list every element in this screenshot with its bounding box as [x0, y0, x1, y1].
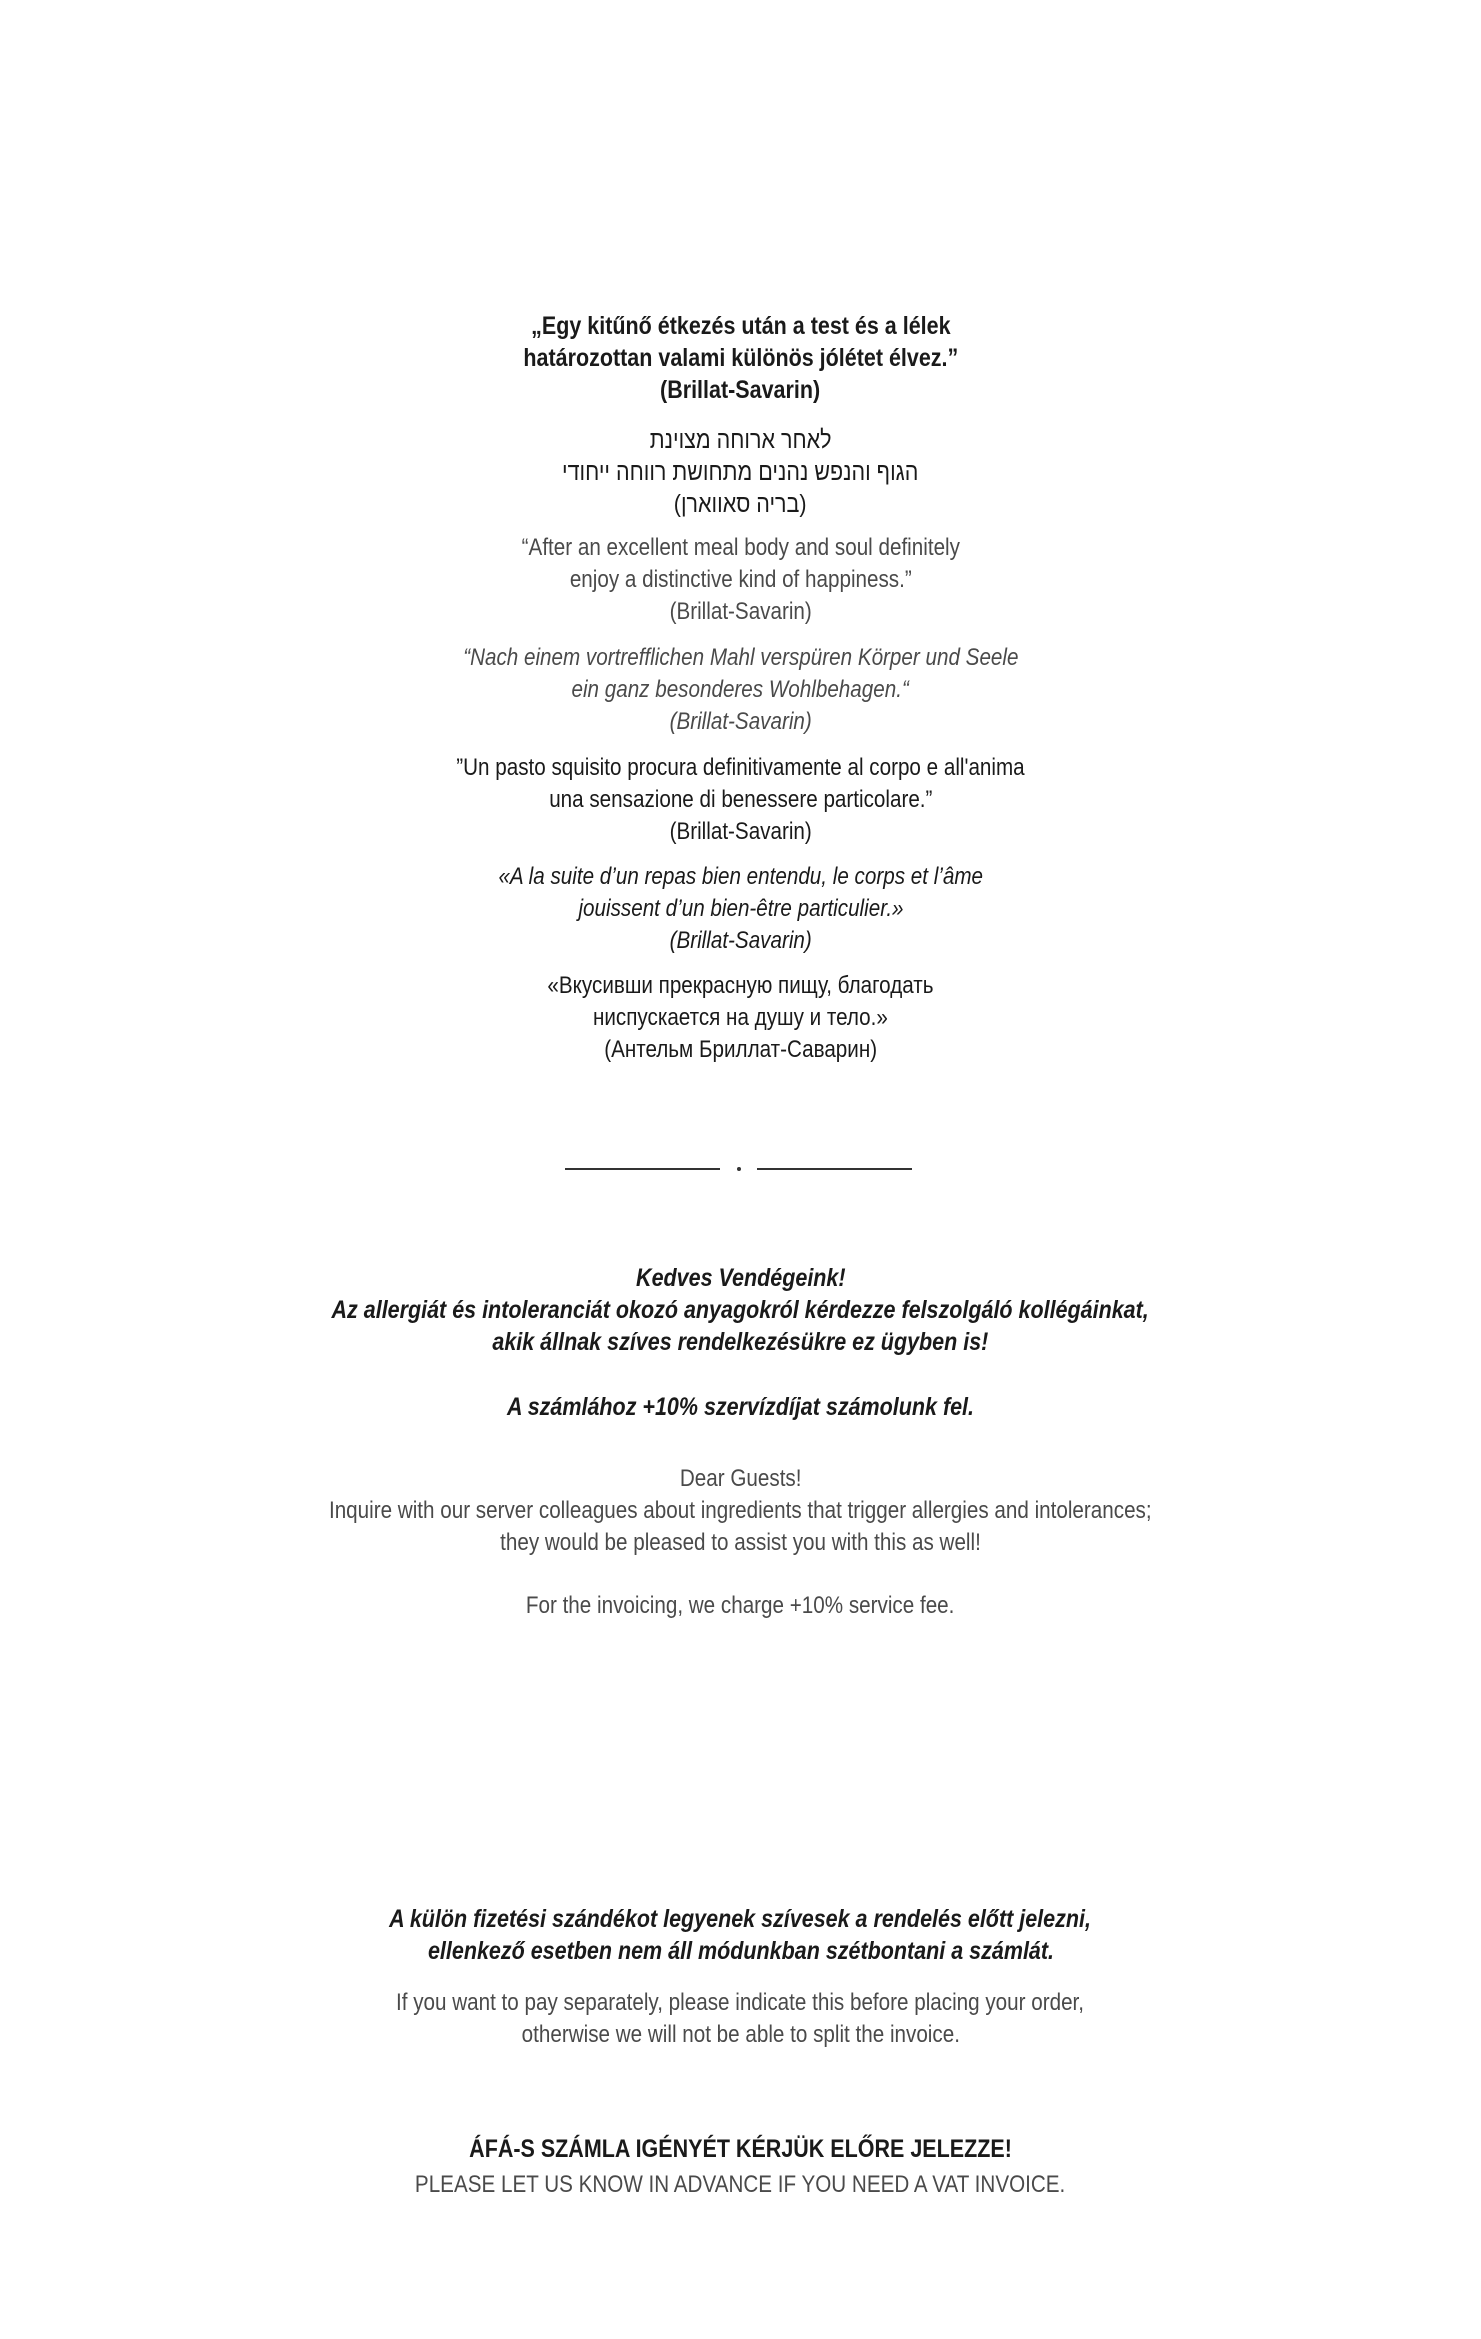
notice-en-line-1: Inquire with our server colleagues about ingredients that trigger allergies and intolerances;	[329, 1497, 1152, 1524]
quote-de-line-1: “Nach einem vortrefflichen Mahl verspüren Körper und Seele	[462, 644, 1019, 671]
vat-invoice-en: PLEASE LET US KNOW IN ADVANCE IF YOU NEED A VAT INVOICE.	[415, 2171, 1066, 2198]
quote-he-line-2: הגוף והנפש נהנים מתחושת רווחה ייחודי	[562, 458, 919, 486]
quote-hu-line-2: határozottan valami különös jólétet élvez.”	[523, 344, 958, 372]
separate-payment-english	[0, 1987, 1481, 2051]
notice-hu-line-2: akik állnak szíves rendelkezésükre ez ügyben is!	[492, 1328, 989, 1356]
notice-hu-service-fee: A számlához +10% szervízdíjat számolunk fel.	[506, 1393, 975, 1421]
quote-de-line-2: ein ganz besonderes Wohlbehagen.“	[571, 676, 910, 703]
notice-hu-service-fee-block	[0, 1391, 1481, 1423]
quote-hebrew	[0, 424, 1481, 520]
section-divider	[0, 1159, 1481, 1179]
notice-hungarian	[0, 1262, 1481, 1358]
quote-ru-author: (Антельм Бриллат-Саварин)	[604, 1036, 877, 1063]
quote-en-line-1: “After an excellent meal body and soul definitely	[521, 534, 960, 561]
quote-en-line-2: enjoy a distinctive kind of happiness.”	[569, 566, 912, 593]
quote-he-line-1: לאחר ארוחה מצוינת	[649, 426, 832, 454]
quote-de-author: (Brillat-Savarin)	[669, 708, 812, 735]
quote-italian	[0, 752, 1481, 848]
divider-dot	[737, 1167, 741, 1171]
quote-en-author: (Brillat-Savarin)	[669, 598, 812, 625]
quote-german	[0, 642, 1481, 738]
quote-english	[0, 532, 1481, 628]
divider-line-right	[757, 1168, 912, 1170]
quote-it-line-2: una sensazione di benessere particolare.”	[548, 786, 933, 813]
quote-it-line-1: ”Un pasto squisito procura definitivamente al corpo e all'anima	[456, 754, 1025, 781]
quote-fr-line-1: «A la suite d’un repas bien entendu, le corps et l’âme	[498, 863, 983, 890]
quote-french	[0, 861, 1481, 957]
quote-hungarian	[0, 310, 1481, 406]
quote-russian	[0, 970, 1481, 1066]
notice-english	[0, 1463, 1481, 1559]
divider-line-left	[565, 1168, 720, 1170]
separate-payment-en-line-1: If you want to pay separately, please indicate this before placing your order,	[396, 1989, 1085, 2016]
separate-payment-en-line-2: otherwise we will not be able to split the invoice.	[521, 2021, 960, 2048]
vat-invoice-hungarian	[0, 2133, 1481, 2165]
quote-it-author: (Brillat-Savarin)	[669, 818, 812, 845]
quote-fr-line-2: jouissent d’un bien-être particulier.»	[577, 895, 904, 922]
separate-payment-hungarian	[0, 1903, 1481, 1967]
notice-en-service-fee: For the invoicing, we charge +10% service fee.	[526, 1592, 955, 1619]
separate-payment-hu-line-2: ellenkező esetben nem áll módunkban szétbontani a számlát.	[427, 1937, 1054, 1965]
quote-hu-author: (Brillat-Savarin)	[660, 376, 821, 404]
notice-hu-line-1: Az allergiát és intoleranciát okozó anyagokról kérdezze felszolgáló kollégáinkat,	[331, 1296, 1150, 1324]
notice-en-line-2: they would be pleased to assist you with this as well!	[500, 1529, 981, 1556]
quote-fr-author: (Brillat-Savarin)	[669, 927, 812, 954]
separate-payment-hu-line-1: A külön fizetési szándékot legyenek szívesek a rendelés előtt jelezni,	[389, 1905, 1092, 1933]
notice-hu-greeting: Kedves Vendégeink!	[635, 1264, 846, 1292]
notice-en-service-fee-block	[0, 1590, 1481, 1622]
quote-he-author: (בריה סאווארן)	[674, 490, 807, 518]
quote-ru-line-2: ниспускается на душу и тело.»	[593, 1004, 888, 1031]
quote-ru-line-1: «Вкусивши прекрасную пищу, благодать	[547, 972, 934, 999]
vat-invoice-english	[0, 2169, 1481, 2201]
quote-hu-line-1: „Egy kitűnő étkezés után a test és a lélek	[530, 312, 951, 340]
vat-invoice-hu: ÁFÁ-S SZÁMLA IGÉNYÉT KÉRJÜK ELŐRE JELEZZE!	[469, 2135, 1012, 2163]
notice-en-greeting: Dear Guests!	[679, 1465, 802, 1492]
